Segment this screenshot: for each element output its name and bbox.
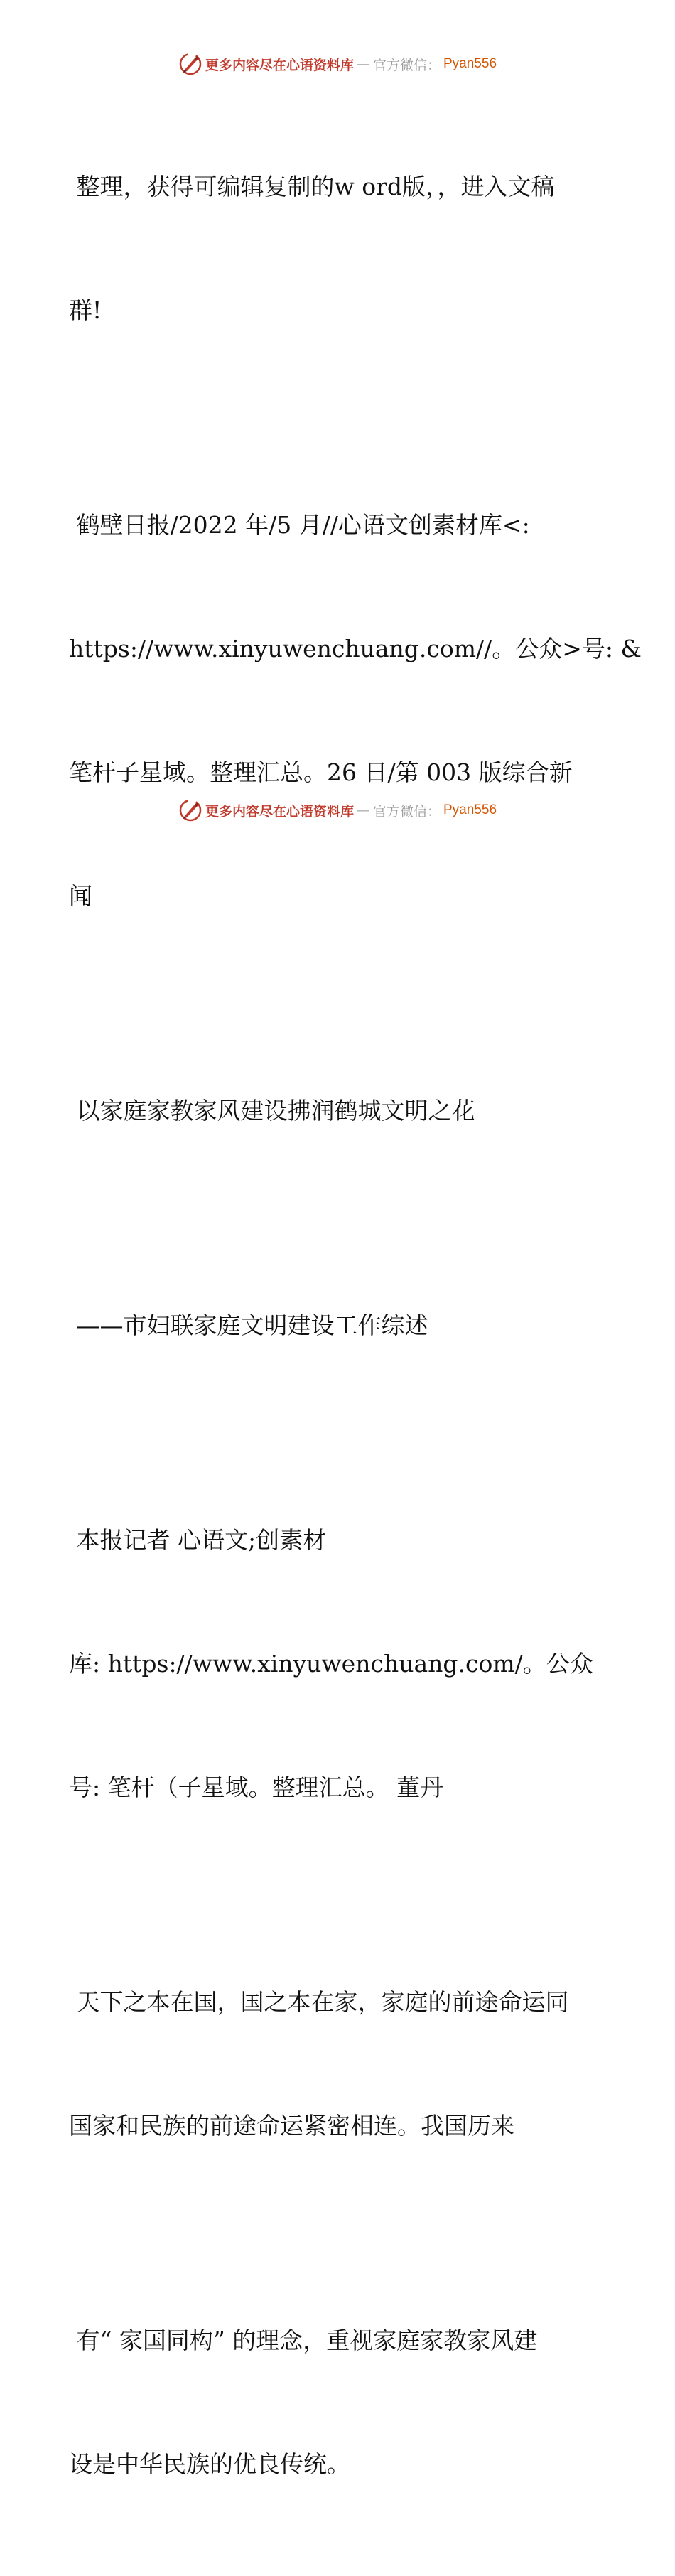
text-line: 本报记者 心语文;创素材	[69, 1526, 327, 1554]
text-line: ——市妇联家庭文明建设工作综述	[69, 1311, 428, 1339]
text-line: 闻	[69, 882, 92, 910]
text-line: 库: https://www.xinyuwenchuang.com/。公众	[69, 1650, 593, 1678]
text-line: 天下之本在国，国之本在家，家庭的前途命运同	[69, 1988, 569, 2016]
watermark-dash: —	[356, 56, 370, 72]
watermark-wechat-id: Pyan556	[443, 56, 497, 71]
document-body	[69, 84, 642, 2576]
brush-pen-icon	[178, 798, 202, 822]
text-line: 设是中华民族的优良传统。	[69, 2450, 350, 2478]
text-line: 笔杆子星域。整理汇总。26 日/第 003 版综合新	[69, 758, 573, 786]
text-line: https://www.xinyuwenchuang.com//。公众>号: &	[69, 635, 642, 662]
text-line: 以家庭家教家风建设拂润鹤城文明之花	[69, 1097, 475, 1125]
text-line: 群!	[69, 296, 102, 324]
brush-pen-icon	[178, 52, 202, 76]
text-line: 国家和民族的前途命运紧密相连。我国历来	[69, 2112, 514, 2140]
paragraph-byline	[69, 1437, 609, 1891]
paragraph-body-2	[69, 2238, 609, 2567]
text-line: 整理，获得可编辑复制的w ord版，，进入文稿	[69, 173, 555, 200]
paragraph-body-1	[69, 1899, 609, 2229]
text-line: 鹤壁日报/2022 年/5 月//心语文创素材库<:	[69, 511, 530, 539]
watermark-wechat-id: Pyan556	[443, 803, 497, 817]
watermark-main-text: 更多内容尽在心语资料库	[205, 57, 354, 73]
watermark-wechat-label: 官方微信：	[372, 57, 441, 73]
header-watermark-content	[178, 52, 497, 76]
watermark-dash: —	[356, 803, 370, 818]
footer-watermark-content	[178, 798, 497, 822]
header-watermark-banner	[0, 50, 675, 78]
paragraph-intro	[69, 84, 609, 414]
article-title	[69, 1008, 609, 1214]
article-subtitle	[69, 1223, 609, 1429]
watermark-wechat-label: 官方微信：	[372, 803, 441, 820]
footer-watermark-banner	[0, 796, 675, 825]
text-line: 有“ 家国同构” 的理念，重视家庭家教家风建	[69, 2327, 538, 2354]
watermark-main-text: 更多内容尽在心语资料库	[205, 803, 354, 820]
text-line: 号: 笔杆（子星域。整理汇总。 董丹	[69, 1773, 444, 1801]
paragraph-source	[69, 422, 642, 999]
